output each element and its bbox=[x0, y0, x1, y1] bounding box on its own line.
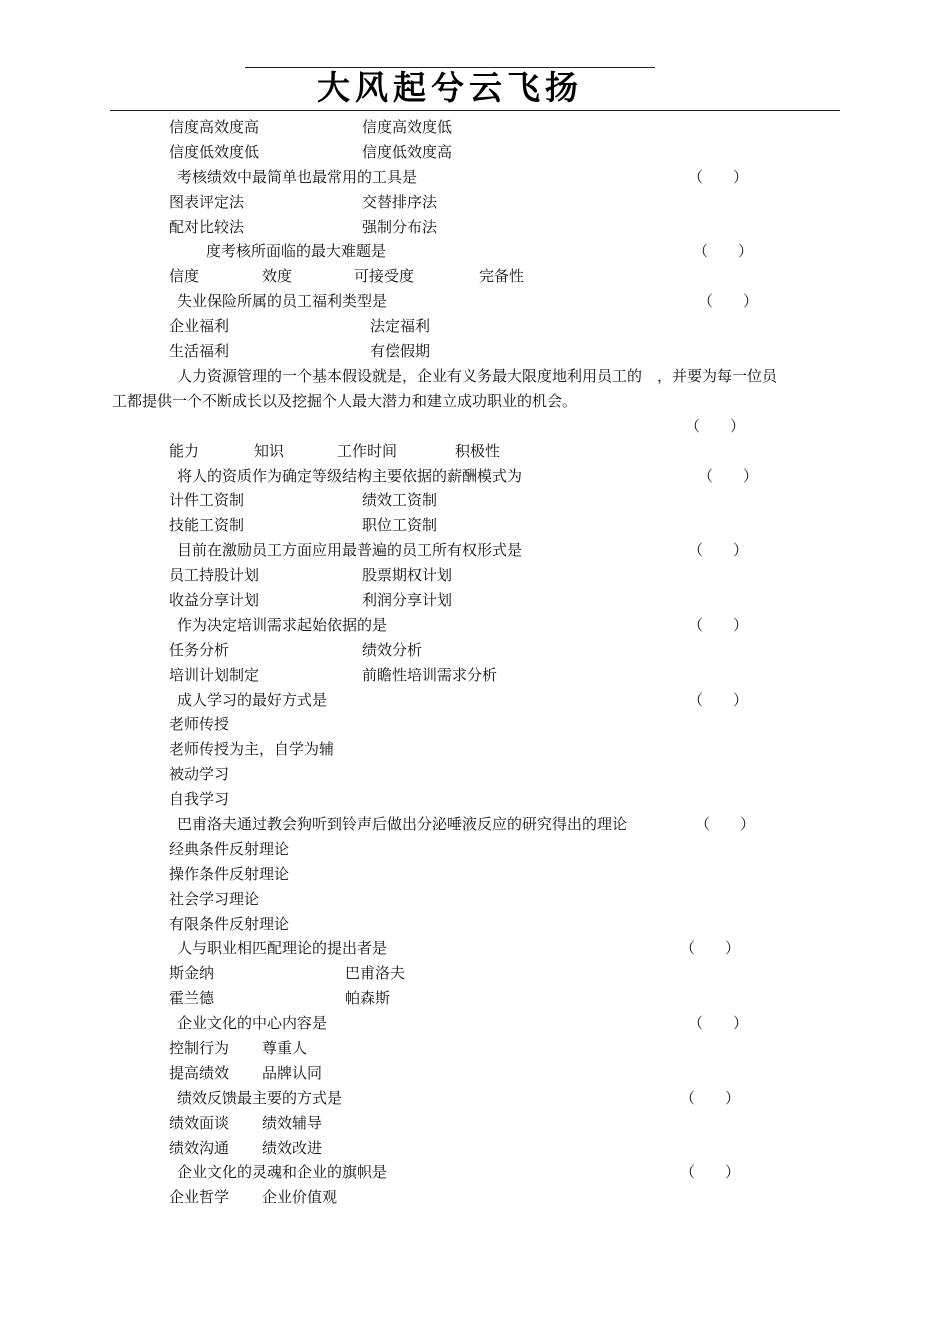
options-row bbox=[0, 314, 950, 339]
option-text: 斯金纳 bbox=[169, 964, 215, 983]
option-text: 有偿假期 bbox=[370, 342, 431, 361]
options-row bbox=[0, 215, 950, 240]
option-text: 企业哲学 bbox=[169, 1188, 230, 1207]
question-text: 失业保险所属的员工福利类型是 bbox=[177, 292, 388, 311]
option-text: 法定福利 bbox=[370, 317, 431, 336]
answer-blank: （ ） bbox=[680, 1163, 741, 1182]
options-row bbox=[0, 190, 950, 215]
answer-blank: （ ） bbox=[680, 1088, 741, 1107]
option-text: 企业福利 bbox=[169, 317, 230, 336]
question-list bbox=[0, 115, 950, 1210]
options-row bbox=[0, 588, 950, 613]
option-text: 帕森斯 bbox=[345, 989, 391, 1008]
answer-blank: （ ） bbox=[698, 466, 759, 485]
options-row bbox=[0, 439, 950, 464]
question-row bbox=[0, 812, 950, 837]
option-text: 强制分布法 bbox=[362, 217, 438, 236]
question-row bbox=[0, 165, 950, 190]
answer-blank: （ ） bbox=[688, 1014, 749, 1033]
question-row bbox=[0, 688, 950, 713]
options-row bbox=[0, 264, 950, 289]
options-row bbox=[0, 887, 950, 912]
options-row bbox=[0, 140, 950, 165]
option-text: 信度低效度高 bbox=[362, 142, 453, 161]
question-text: 将人的资质作为确定等级结构主要依据的薪酬模式为 bbox=[177, 466, 523, 485]
option-text: 企业价值观 bbox=[262, 1188, 338, 1207]
option-text: 尊重人 bbox=[262, 1038, 308, 1057]
option-text: 绩效沟通 bbox=[169, 1138, 230, 1157]
option-text: 工作时间 bbox=[337, 441, 398, 460]
options-row bbox=[0, 961, 950, 986]
options-row bbox=[0, 1185, 950, 1210]
option-text: 完备性 bbox=[479, 267, 525, 286]
options-row bbox=[0, 862, 950, 887]
option-text: 老师传授为主，自学为辅 bbox=[169, 740, 335, 759]
options-row bbox=[0, 837, 950, 862]
options-row bbox=[0, 912, 950, 937]
option-text: 信度高效度高 bbox=[169, 118, 260, 136]
option-text: 前瞻性培训需求分析 bbox=[362, 665, 498, 684]
option-text: 利润分享计划 bbox=[362, 590, 453, 609]
option-text: 积极性 bbox=[455, 441, 501, 460]
options-row bbox=[0, 513, 950, 538]
answer-blank: （ ） bbox=[688, 167, 749, 186]
answer-blank: （ ） bbox=[688, 690, 749, 709]
option-text: 绩效改进 bbox=[262, 1138, 323, 1157]
option-text: 霍兰德 bbox=[169, 989, 215, 1008]
options-row bbox=[0, 339, 950, 364]
options-row bbox=[0, 563, 950, 588]
option-text: 品牌认同 bbox=[262, 1063, 323, 1082]
options-row bbox=[0, 663, 950, 688]
question-text: 人与职业相匹配理论的提出者是 bbox=[177, 939, 388, 958]
paragraph-question bbox=[0, 364, 950, 414]
option-text: 信度高效度低 bbox=[362, 118, 453, 136]
paragraph-line: 人力资源管理的一个基本假设就是，企业有义务最大限度地利用员工的 ，并要为每一位员 bbox=[177, 366, 778, 385]
options-row bbox=[0, 1111, 950, 1136]
header-banner: 大风起兮云飞扬 bbox=[317, 68, 583, 107]
question-row bbox=[0, 1011, 950, 1036]
options-row bbox=[0, 787, 950, 812]
options-row bbox=[0, 1061, 950, 1086]
options-row bbox=[0, 762, 950, 787]
question-text: 成人学习的最好方式是 bbox=[177, 690, 328, 709]
question-text: 目前在激励员工方面应用最普遍的员工所有权形式是 bbox=[177, 541, 523, 560]
options-row bbox=[0, 488, 950, 513]
option-text: 绩效面谈 bbox=[169, 1113, 230, 1132]
question-row bbox=[0, 613, 950, 638]
option-text: 经典条件反射理论 bbox=[169, 839, 290, 858]
option-text: 图表评定法 bbox=[169, 192, 245, 211]
option-text: 技能工资制 bbox=[169, 516, 245, 535]
question-text: 作为决定培训需求起始依据的是 bbox=[177, 615, 388, 634]
question-text: 企业文化的中心内容是 bbox=[177, 1014, 328, 1033]
answer-blank: （ ） bbox=[688, 541, 749, 560]
option-text: 操作条件反射理论 bbox=[169, 864, 290, 883]
option-text: 自我学习 bbox=[169, 790, 230, 809]
option-text: 绩效工资制 bbox=[362, 491, 438, 510]
option-text: 控制行为 bbox=[169, 1038, 230, 1057]
question-text: 考核绩效中最简单也最常用的工具是 bbox=[177, 167, 418, 186]
question-row bbox=[0, 464, 950, 489]
answer-blank: （ ） bbox=[680, 939, 741, 958]
answer-blank: （ ） bbox=[698, 292, 759, 311]
option-text: 老师传授 bbox=[169, 715, 230, 734]
answer-blank: （ ） bbox=[695, 814, 756, 833]
option-text: 培训计划制定 bbox=[169, 665, 260, 684]
question-row bbox=[0, 1160, 950, 1185]
option-text: 提高绩效 bbox=[169, 1063, 230, 1082]
option-text: 被动学习 bbox=[169, 765, 230, 784]
options-row bbox=[0, 1036, 950, 1061]
options-row bbox=[0, 638, 950, 663]
option-text: 信度低效度低 bbox=[169, 142, 260, 161]
option-text: 收益分享计划 bbox=[169, 590, 260, 609]
question-row bbox=[0, 538, 950, 563]
option-text: 职位工资制 bbox=[362, 516, 438, 535]
answer-blank: （ ） bbox=[688, 615, 749, 634]
options-row bbox=[0, 737, 950, 762]
option-text: 绩效辅导 bbox=[262, 1113, 323, 1132]
question-text: 企业文化的灵魂和企业的旗帜是 bbox=[177, 1163, 388, 1182]
option-text: 绩效分析 bbox=[362, 640, 423, 659]
option-text: 股票期权计划 bbox=[362, 566, 453, 585]
options-row bbox=[0, 115, 950, 140]
option-text: 巴甫洛夫 bbox=[345, 964, 406, 983]
question-row bbox=[0, 289, 950, 314]
question-row bbox=[0, 1086, 950, 1111]
options-row bbox=[0, 1136, 950, 1161]
answer-blank: （ ） bbox=[693, 242, 754, 261]
question-text: 巴甫洛夫通过教会狗听到铃声后做出分泌唾液反应的研究得出的理论 bbox=[177, 814, 628, 833]
option-text: 社会学习理论 bbox=[169, 889, 260, 908]
option-text: 能力 bbox=[169, 441, 200, 460]
question-row bbox=[0, 239, 950, 264]
option-text: 交替排序法 bbox=[362, 192, 438, 211]
option-text: 信度 bbox=[169, 267, 200, 286]
option-text: 生活福利 bbox=[169, 342, 230, 361]
question-text: 绩效反馈最主要的方式是 bbox=[177, 1088, 343, 1107]
options-row bbox=[0, 712, 950, 737]
paragraph-line: 工都提供一个不断成长以及挖掘个人最大潜力和建立成功职业的机会。 bbox=[112, 391, 578, 410]
answer-blank: （ ） bbox=[685, 416, 746, 435]
question-row bbox=[0, 936, 950, 961]
option-text: 可接受度 bbox=[354, 267, 415, 286]
option-text: 计件工资制 bbox=[169, 491, 245, 510]
question-text: 度考核所面临的最大难题是 bbox=[206, 242, 387, 261]
option-text: 知识 bbox=[254, 441, 285, 460]
options-row bbox=[0, 986, 950, 1011]
option-text: 员工持股计划 bbox=[169, 566, 260, 585]
answer-blank-row bbox=[0, 414, 950, 439]
option-text: 配对比较法 bbox=[169, 217, 245, 236]
option-text: 任务分析 bbox=[169, 640, 230, 659]
header-rule-bottom bbox=[110, 110, 840, 111]
option-text: 效度 bbox=[262, 267, 293, 286]
option-text: 有限条件反射理论 bbox=[169, 914, 290, 933]
